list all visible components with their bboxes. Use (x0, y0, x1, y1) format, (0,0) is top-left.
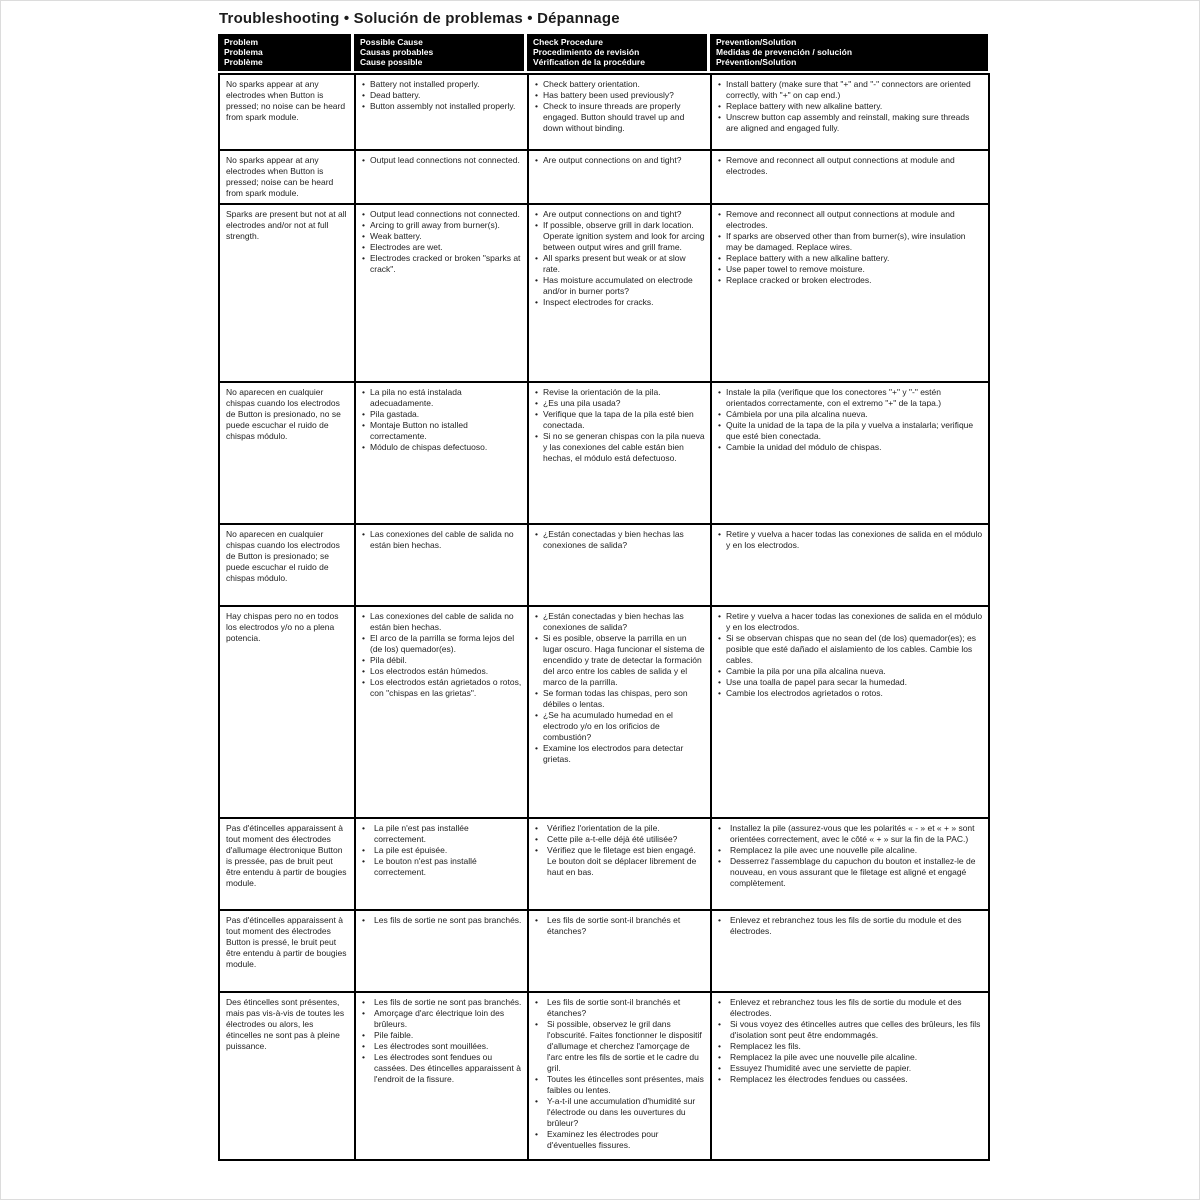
causes-cell-content (362, 997, 522, 1155)
problem-cell-content (226, 209, 349, 377)
causes-cell (355, 910, 528, 992)
causes-cell-content (362, 209, 522, 377)
bullet-item: • Si no se generan chispas con la pila nueva y las conexiones del cable están bien hechas, el módulo está defectuoso. (535, 431, 705, 464)
solutions-cell-content (718, 823, 983, 905)
solutions-cell-content (718, 611, 983, 813)
problem-text: No sparks appear at any electrodes when Button is pressed; no noise can be heard from spark module. (226, 78, 346, 122)
checks-cell-content (535, 79, 705, 145)
problem-cell (219, 204, 355, 382)
bullet-list (362, 529, 522, 551)
page-title: Troubleshooting • Solución de problemas • Dépannage (219, 10, 620, 27)
bullet-item: • Check battery orientation. (535, 79, 705, 90)
header-line: Cause possible (360, 57, 423, 68)
causes-cell (355, 524, 528, 606)
table-row (219, 204, 989, 382)
bullet-item: • Les électrodes sont fendues ou cassées. Des étincelles apparaissent à l'endroit de la fissure. (362, 1052, 522, 1085)
bullet-item: • Módulo de chispas defectuoso. (362, 442, 522, 453)
table-row (219, 910, 989, 992)
bullet-item: • Se forman todas las chispas, pero son débiles o lentas. (535, 688, 705, 710)
bullet-item: • Remplacez les fils. (718, 1041, 983, 1052)
table-row (219, 74, 989, 150)
causes-cell-content (362, 79, 522, 145)
bullet-list (362, 79, 522, 112)
bullet-item: • Replace battery with a new alkaline battery. (718, 253, 983, 264)
problem-cell (219, 150, 355, 204)
bullet-list (535, 823, 705, 878)
header-line: Check Procedure (533, 37, 603, 47)
bullet-item: • Unscrew button cap assembly and reinstall, making sure threads are aligned and engaged fully. (718, 112, 983, 134)
table-row (219, 992, 989, 1160)
bullet-item: • Check to insure threads are properly engaged. Button should travel up and down without binding. (535, 101, 705, 134)
header-line: Prevention/Solution (716, 37, 797, 47)
bullet-item: • Replace battery with new alkaline battery. (718, 101, 983, 112)
checks-cell (528, 910, 711, 992)
bullet-item: • Has battery been used previously? (535, 90, 705, 101)
bullet-item: • Si vous voyez des étincelles autres que celles des brûleurs, les fils d'isolation sont peut être endommagés. (718, 1019, 983, 1041)
table-header-row (218, 34, 988, 71)
bullet-item: • Electrodes are wet. (362, 242, 522, 253)
bullet-list (718, 209, 983, 286)
problem-text: No aparecen en cualquier chispas cuando los electrodos de Button is presionado, no se puede escuchar el ruido de chispas módulo. (226, 386, 341, 441)
header-line: Prévention/Solution (716, 57, 797, 68)
bullet-item: • Remplacez les électrodes fendues ou cassées. (718, 1074, 983, 1085)
bullet-list (535, 209, 705, 308)
bullet-item: • Pile faible. (362, 1030, 522, 1041)
solutions-cell-content (718, 387, 983, 519)
header-prevention-solution (710, 34, 988, 71)
checks-cell (528, 818, 711, 910)
causes-cell-content (362, 915, 522, 987)
bullet-item: • Enlevez et rebranchez tous les fils de sortie du module et des électrodes. (718, 915, 983, 937)
header-line: Procedimiento de revisión (533, 47, 640, 58)
bullet-list (718, 915, 983, 937)
bullet-item: • Install battery (make sure that "+" and "-" connectors are oriented correctly, with "+" on cap end.) (718, 79, 983, 101)
bullet-item: • Essuyez l'humidité avec une serviette de papier. (718, 1063, 983, 1074)
bullet-item: • Les fils de sortie sont-il branchés et étanches? (535, 997, 705, 1019)
bullet-item: • Arcing to grill away from burner(s). (362, 220, 522, 231)
problem-cell (219, 818, 355, 910)
checks-cell-content (535, 997, 705, 1155)
bullet-item: • Cambie la unidad del módulo de chispas. (718, 442, 983, 453)
problem-cell (219, 382, 355, 524)
bullet-item: • Si es posible, observe la parrilla en un lugar oscuro. Haga funcionar el sistema de encendido y trate de detectar la formación del arco entre los cables de salida y el marco de la parrilla. (535, 633, 705, 688)
checks-cell (528, 74, 711, 150)
header-check-procedure (527, 34, 710, 71)
bullet-item: • Pila débil. (362, 655, 522, 666)
bullet-list (535, 529, 705, 551)
bullet-item: • Are output connections on and tight? (535, 209, 705, 220)
header-line: Medidas de prevención / solución (716, 47, 853, 58)
bullet-item: • Les électrodes sont mouillées. (362, 1041, 522, 1052)
bullet-item: • Montaje Button no istalled correctamente. (362, 420, 522, 442)
bullet-item: • Remove and reconnect all output connections at module and electrodes. (718, 155, 983, 177)
bullet-item: • Les fils de sortie ne sont pas branchés. (362, 915, 522, 926)
solutions-cell-content (718, 915, 983, 987)
bullet-item: • Si possible, observez le gril dans l'obscurité. Faites fonctionner le dispositif d'allumage et cherchez l'amorçage de l'arc entre les fils de sortie et le cadre du gril. (535, 1019, 705, 1074)
bullet-item: • Remplacez la pile avec une nouvelle pile alcaline. (718, 1052, 983, 1063)
bullet-item: • Los electrodos están agrietados o rotos, con "chispas en las grietas". (362, 677, 522, 699)
bullet-item: • ¿Se ha acumulado humedad en el electrodo y/o en los orificios de combustión? (535, 710, 705, 743)
problem-text: Des étincelles sont présentes, mais pas vis-à-vis de toutes les électrodes ou alors, les étincelles ne sont pas à pleine puissance. (226, 996, 345, 1051)
checks-cell-content (535, 209, 705, 377)
bullet-list (718, 823, 983, 889)
checks-cell (528, 606, 711, 818)
problem-text: No sparks appear at any electrodes when Button is pressed; noise can be heard from spark module. (226, 154, 334, 198)
problem-text: Sparks are present but not at all electrodes and/or not at full strength. (226, 208, 347, 241)
bullet-item: • La pile n'est pas installée correctement. (362, 823, 522, 845)
bullet-item: • Inspect electrodes for cracks. (535, 297, 705, 308)
causes-cell (355, 150, 528, 204)
bullet-list (362, 611, 522, 699)
solutions-cell (711, 150, 989, 204)
causes-cell (355, 992, 528, 1160)
bullet-list (362, 823, 522, 878)
bullet-list (535, 915, 705, 937)
bullet-list (362, 997, 522, 1085)
solutions-cell-content (718, 209, 983, 377)
bullet-item: • Cette pile a-t-elle déjà été utilisée? (535, 834, 705, 845)
bullet-item: • ¿Están conectadas y bien hechas las conexiones de salida? (535, 611, 705, 633)
solutions-cell (711, 382, 989, 524)
checks-cell-content (535, 529, 705, 601)
bullet-list (362, 915, 522, 926)
problem-text: Pas d'étincelles apparaissent à tout moment des électrodes d'allumage électronique Button is pressée, pas de bruit peut être entendu à partir de bougies module. (226, 822, 347, 888)
bullet-item: • Le bouton n'est pas installé correctement. (362, 856, 522, 878)
solutions-cell (711, 910, 989, 992)
bullet-item: • Remplacez la pile avec une nouvelle pile alcaline. (718, 845, 983, 856)
problem-text: Pas d'étincelles apparaissent à tout moment des électrodes Button is pressé, le bruit peut être entendu à partir de bougies module. (226, 914, 347, 969)
bullet-item: • Les fils de sortie sont-il branchés et étanches? (535, 915, 705, 937)
bullet-item: • Weak battery. (362, 231, 522, 242)
bullet-item: • Les fils de sortie ne sont pas branchés. (362, 997, 522, 1008)
bullet-item: • Examine los electrodos para detectar grietas. (535, 743, 705, 765)
table-row (219, 524, 989, 606)
checks-cell (528, 992, 711, 1160)
causes-cell (355, 204, 528, 382)
problem-cell (219, 910, 355, 992)
bullet-item: • Toutes les étincelles sont présentes, mais faibles ou lentes. (535, 1074, 705, 1096)
solutions-cell-content (718, 79, 983, 145)
bullet-list (362, 155, 522, 166)
problem-cell (219, 992, 355, 1160)
bullet-item: • Las conexiones del cable de salida no están bien hechas. (362, 611, 522, 633)
header-line: Problema (224, 47, 263, 58)
bullet-item: • Battery not installed properly. (362, 79, 522, 90)
bullet-item: • Vérifiez que le filetage est bien engagé. Le bouton doit se déplacer librement de haut en bas. (535, 845, 705, 878)
checks-cell (528, 382, 711, 524)
solutions-cell (711, 606, 989, 818)
bullet-item: • If sparks are observed other than from burner(s), wire insulation may be damaged. Replace wires. (718, 231, 983, 253)
problem-cell (219, 524, 355, 606)
bullet-item: • Retire y vuelva a hacer todas las conexiones de salida en el módulo y en los electrodos. (718, 529, 983, 551)
bullet-list (535, 997, 705, 1152)
bullet-item: • Use una toalla de papel para secar la humedad. (718, 677, 983, 688)
bullet-item: • Installez la pile (assurez-vous que les polarités « - » et « + » sont orientées correctement, avec le côté « + » sur la fin de la PAC.) (718, 823, 983, 845)
troubleshooting-table (218, 73, 990, 1161)
bullet-item: • Enlevez et rebranchez tous les fils de sortie du module et des électrodes. (718, 997, 983, 1019)
bullet-list (718, 529, 983, 551)
causes-cell (355, 382, 528, 524)
bullet-item: • Use paper towel to remove moisture. (718, 264, 983, 275)
bullet-item: • Examinez les électrodes pour d'éventuelles fissures. (535, 1129, 705, 1151)
bullet-item: • Are output connections on and tight? (535, 155, 705, 166)
checks-cell (528, 150, 711, 204)
bullet-item: • Dead battery. (362, 90, 522, 101)
table-row (219, 150, 989, 204)
problem-cell (219, 74, 355, 150)
table-row (219, 818, 989, 910)
bullet-item: • La pile est épuisée. (362, 845, 522, 856)
header-line: Problem (224, 37, 259, 47)
problem-cell-content (226, 155, 349, 199)
causes-cell-content (362, 823, 522, 905)
bullet-item: • Pila gastada. (362, 409, 522, 420)
header-problem (218, 34, 354, 71)
bullet-item: • Electrodes cracked or broken "sparks at crack". (362, 253, 522, 275)
causes-cell-content (362, 387, 522, 519)
bullet-list (362, 209, 522, 275)
bullet-item: • Los electrodos están húmedos. (362, 666, 522, 677)
checks-cell (528, 204, 711, 382)
problem-text: Hay chispas pero no en todos los electrodos y/o no a plena potencia. (226, 610, 339, 643)
troubleshooting-table-body (219, 74, 989, 1160)
bullet-item: • Revise la orientación de la pila. (535, 387, 705, 398)
bullet-item: • Output lead connections not connected. (362, 155, 522, 166)
causes-cell (355, 606, 528, 818)
header-line: Problème (224, 57, 263, 68)
bullet-list (718, 387, 983, 453)
table-row (219, 382, 989, 524)
bullet-item: • ¿Están conectadas y bien hechas las conexiones de salida? (535, 529, 705, 551)
bullet-item: • Y-a-t-il une accumulation d'humidité sur l'électrode ou dans les ouvertures du brûleur? (535, 1096, 705, 1129)
header-line: Causas probables (360, 47, 434, 58)
solutions-cell (711, 524, 989, 606)
bullet-list (535, 79, 705, 134)
problem-cell (219, 606, 355, 818)
bullet-item: • Button assembly not installed properly. (362, 101, 522, 112)
bullet-item: • Verifique que la tapa de la pila esté bien conectada. (535, 409, 705, 431)
bullet-item: • Quite la unidad de la tapa de la pila y vuelva a instalarla; verifique que esté bien conectada. (718, 420, 983, 442)
table-row (219, 606, 989, 818)
troubleshooting-page (218, 10, 988, 1161)
bullet-item: • Has moisture accumulated on electrode and/or in burner ports? (535, 275, 705, 297)
bullet-item: • Remove and reconnect all output connections at module and electrodes. (718, 209, 983, 231)
bullet-item: • Vérifiez l'orientation de la pile. (535, 823, 705, 834)
bullet-item: • Amorçage d'arc électrique loin des brûleurs. (362, 1008, 522, 1030)
causes-cell-content (362, 155, 522, 197)
header-possible-cause (354, 34, 527, 71)
header-line: Possible Cause (360, 37, 423, 47)
causes-cell (355, 818, 528, 910)
solutions-cell-content (718, 155, 983, 197)
checks-cell-content (535, 915, 705, 987)
problem-cell-content (226, 79, 349, 145)
causes-cell (355, 74, 528, 150)
solutions-cell-content (718, 529, 983, 601)
bullet-item: • El arco de la parrilla se forma lejos del (de los) quemador(es). (362, 633, 522, 655)
bullet-item: • Si se observan chispas que no sean del (de los) quemador(es); es posible que esté dañado el aislamiento de los cables. Cambie los cables. (718, 633, 983, 666)
bullet-item: • Las conexiones del cable de salida no están bien hechas. (362, 529, 522, 551)
solutions-cell (711, 818, 989, 910)
causes-cell-content (362, 529, 522, 601)
bullet-item: • Cámbiela por una pila alcalina nueva. (718, 409, 983, 420)
solutions-cell (711, 204, 989, 382)
solutions-cell (711, 992, 989, 1160)
problem-cell-content (226, 529, 349, 601)
bullet-item: • Cambie los electrodos agrietados o rotos. (718, 688, 983, 699)
bullet-list (718, 79, 983, 134)
problem-cell-content (226, 915, 349, 987)
bullet-list (718, 155, 983, 177)
header-line: Vérification de la procédure (533, 57, 645, 68)
problem-cell-content (226, 997, 349, 1155)
bullet-item: • La pila no está instalada adecuadamente. (362, 387, 522, 409)
bullet-item: • Instale la pila (verifique que los conectores "+" y "-" estén orientados correctamente, con el extremo "+" de la tapa.) (718, 387, 983, 409)
bullet-list (718, 997, 983, 1085)
problem-cell-content (226, 823, 349, 905)
bullet-item: • Retire y vuelva a hacer todas las conexiones de salida en el módulo y en los electrodos. (718, 611, 983, 633)
bullet-list (535, 387, 705, 464)
bullet-list (718, 611, 983, 699)
solutions-cell (711, 74, 989, 150)
problem-text: No aparecen en cualquier chispas cuando los electrodos de Button is presionado; se puede escuchar el ruido de chispas módulo. (226, 528, 340, 583)
bullet-item: • All sparks present but weak or at slow rate. (535, 253, 705, 275)
checks-cell-content (535, 387, 705, 519)
bullet-item: • ¿Es una pila usada? (535, 398, 705, 409)
problem-cell-content (226, 387, 349, 519)
bullet-list (535, 155, 705, 166)
problem-cell-content (226, 611, 349, 813)
bullet-item: • Desserrez l'assemblage du capuchon du bouton et installez-le de nouveau, en vous assurant que le filetage est aligné et engagé complètement. (718, 856, 983, 889)
bullet-item: • Cambie la pila por una pila alcalina nueva. (718, 666, 983, 677)
checks-cell-content (535, 155, 705, 197)
bullet-list (535, 611, 705, 766)
solutions-cell-content (718, 997, 983, 1155)
causes-cell-content (362, 611, 522, 813)
bullet-item: • Replace cracked or broken electrodes. (718, 275, 983, 286)
bullet-item: • Output lead connections not connected. (362, 209, 522, 220)
checks-cell (528, 524, 711, 606)
bullet-item: • If possible, observe grill in dark location. Operate ignition system and look for arcing between output wires and grill frame. (535, 220, 705, 253)
checks-cell-content (535, 611, 705, 813)
checks-cell-content (535, 823, 705, 905)
bullet-list (362, 387, 522, 453)
